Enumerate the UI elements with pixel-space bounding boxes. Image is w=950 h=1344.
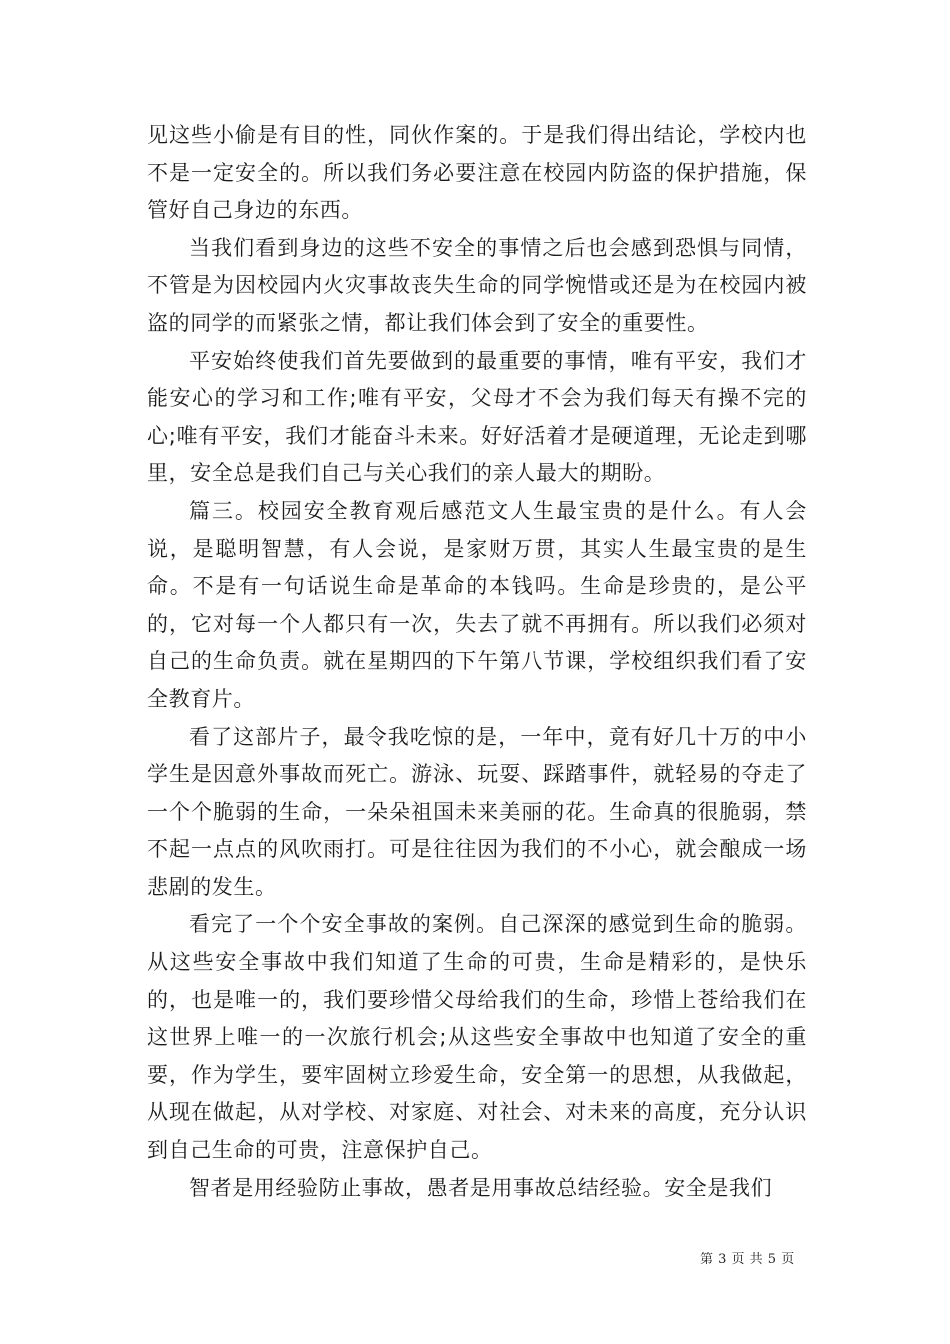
paragraph-6: 看完了一个个安全事故的案例。自己深深的感觉到生命的脆弱。从这些安全事故中我们知道了生命的可贵，生命是精彩的，是快乐的，也是唯一的，我们要珍惜父母给我们的生命，珍惜上苍给我们在这世界上唯一的一次旅行机会;从这些安全事故中也知道了安全的重要，作为学生，要牢固树立珍爱生命，安全第一的思想，从我做起，从现在做起，从对学校、对家庭、对社会、对未来的高度，充分认识到自己生命的可贵，注意保护自己。 xyxy=(147,912,807,1163)
paragraph-1: 见这些小偷是有目的性，同伙作案的。于是我们得出结论，学校内也不是一定安全的。所以我们务必要注意在校园内防盗的保护措施，保管好自己身边的东西。 xyxy=(147,123,807,223)
paragraph-7: 智者是用经验防止事故，愚者是用事故总结经验。安全是我们 xyxy=(189,1175,773,1200)
paragraph-3: 平安始终使我们首先要做到的最重要的事情，唯有平安，我们才能安心的学习和工作;唯有平安，父母才不会为我们每天有操不完的心;唯有平安，我们才能奋斗未来。好好活着才是硬道理，无论走到哪里，安全总是我们自己与关心我们的亲人最大的期盼。 xyxy=(147,348,807,486)
paragraph-5: 看了这部片子，最令我吃惊的是，一年中，竟有好几十万的中小学生是因意外事故而死亡。游泳、玩耍、踩踏事件，就轻易的夺走了一个个脆弱的生命，一朵朵祖国未来美丽的花。生命真的很脆弱，禁不起一点点的风吹雨打。可是往往因为我们的不小心，就会酿成一场悲剧的发生。 xyxy=(147,724,807,899)
page-number-footer: 第 3 页 共 5 页 xyxy=(700,1252,795,1267)
paragraph-4: 篇三。校园安全教育观后感范文人生最宝贵的是什么。有人会说，是聪明智慧，有人会说，是家财万贯，其实人生最宝贵的是生命。不是有一句话说生命是革命的本钱吗。生命是珍贵的，是公平的，它对每一个人都只有一次，失去了就不再拥有。所以我们必须对自己的生命负责。就在星期四的下午第八节课，学校组织我们看了安全教育片。 xyxy=(147,498,807,711)
paragraph-2: 当我们看到身边的这些不安全的事情之后也会感到恐惧与同情，不管是为因校园内火灾事故丧失生命的同学惋惜或还是为在校园内被盗的同学的而紧张之情，都让我们体会到了安全的重要性。 xyxy=(147,235,807,335)
document-body xyxy=(147,117,807,1207)
